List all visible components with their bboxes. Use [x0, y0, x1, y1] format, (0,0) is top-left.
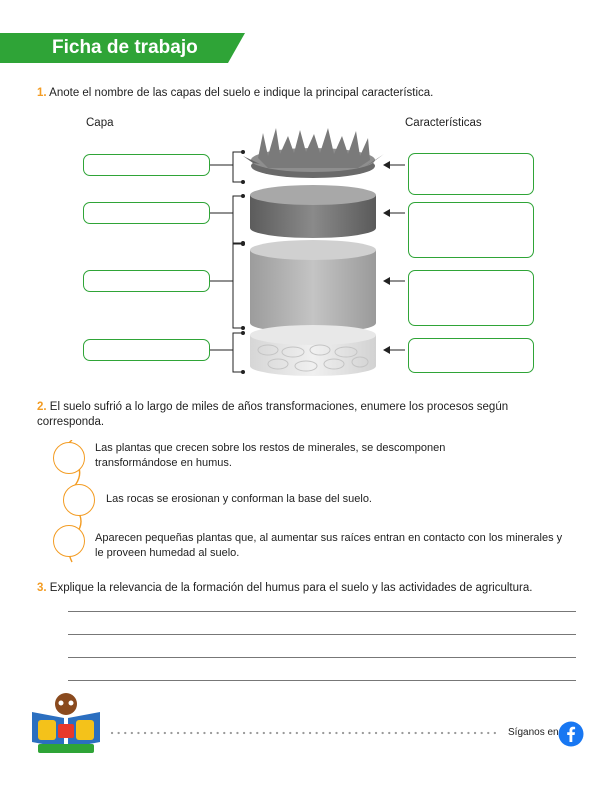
question-3-number: 3.: [37, 582, 47, 594]
characteristic-box-2[interactable]: [408, 202, 534, 258]
bedrock-layer: [250, 325, 376, 376]
question-2: [37, 400, 557, 430]
layer-name-box-3[interactable]: [83, 270, 210, 292]
order-circle-3[interactable]: [53, 525, 85, 557]
process-item-2: Las rocas se erosionan y conforman la base del suelo.: [106, 493, 372, 505]
answer-line-1[interactable]: [68, 611, 576, 612]
grupo-edusivision-logo: [28, 690, 104, 758]
answer-line-3[interactable]: [68, 657, 576, 658]
question-1-text: Anote el nombre de las capas del suelo e indique la principal característica.: [49, 87, 434, 99]
order-circle-1[interactable]: [53, 442, 85, 474]
question-1: [37, 86, 537, 101]
layer-name-box-1[interactable]: [83, 154, 210, 176]
page-title: Ficha de trabajo: [52, 37, 198, 58]
question-2-number: 2.: [37, 401, 47, 413]
column-label-characteristics: Características: [405, 117, 482, 129]
order-circle-2[interactable]: [63, 484, 95, 516]
question-3-text: Explique la relevancia de la formación del humus para el suelo y las actividades de agricultura.: [49, 582, 533, 594]
follow-us-text: Síganos en: [508, 727, 559, 738]
column-label-layer: Capa: [86, 117, 114, 129]
facebook-icon[interactable]: [558, 721, 584, 747]
process-item-1: Las plantas que crecen sobre los restos de minerales, se descomponen transformándose en humus.: [95, 442, 446, 469]
footer-dotted-line: [110, 731, 502, 735]
topsoil-layer: [250, 185, 376, 238]
characteristic-box-3[interactable]: [408, 270, 534, 326]
question-3: [37, 581, 582, 596]
layer-name-box-2[interactable]: [83, 202, 210, 224]
question-2-text: El suelo sufrió a lo largo de miles de años transformaciones, enumere los procesos según corresponda.: [37, 401, 509, 428]
answer-line-4[interactable]: [68, 680, 576, 681]
characteristic-box-1[interactable]: [408, 153, 534, 195]
characteristic-box-4[interactable]: [408, 338, 534, 373]
answer-line-2[interactable]: [68, 634, 576, 635]
subsoil-layer: [250, 240, 376, 333]
question-1-number: 1.: [37, 87, 47, 99]
humus-layer: [243, 128, 384, 178]
layer-name-box-4[interactable]: [83, 339, 210, 361]
process-item-3: Aparecen pequeñas plantas que, al aumentar sus raíces entran en contacto con los minerales y le proveen humedad al suelo.: [95, 532, 563, 559]
soil-layers-illustration: [238, 128, 388, 380]
